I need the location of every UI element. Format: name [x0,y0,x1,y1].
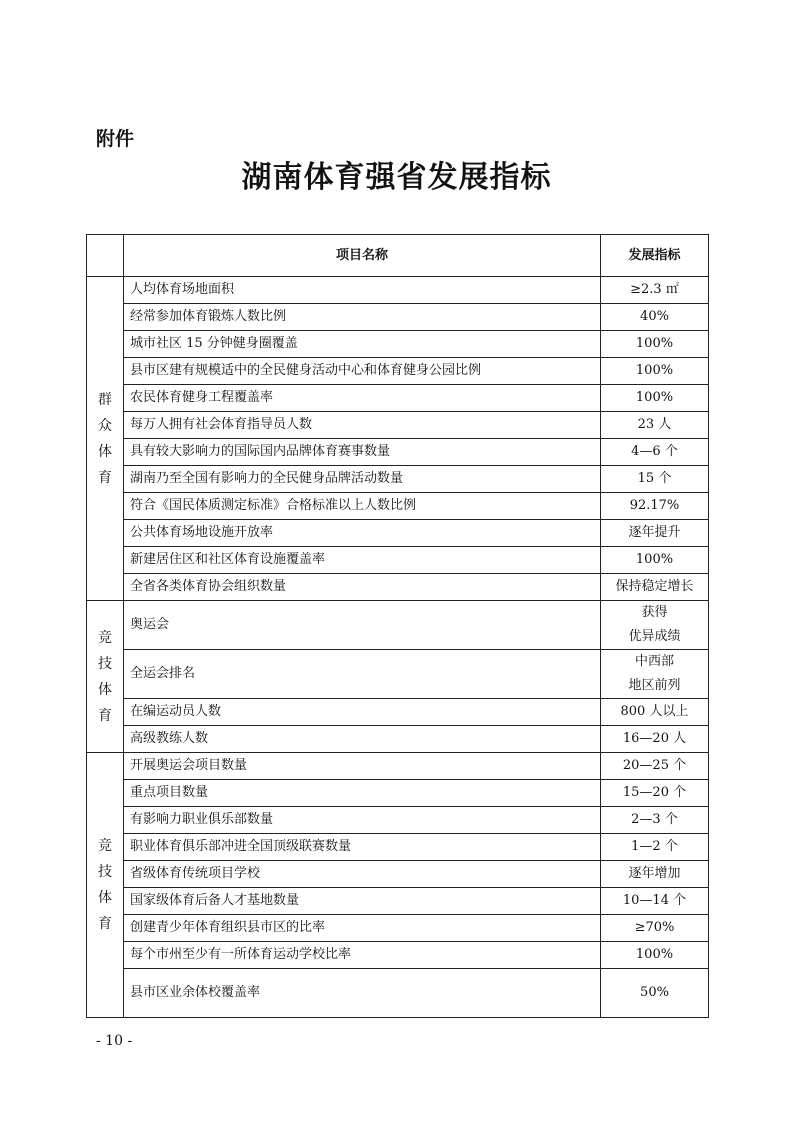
group-label-text: 竞 技 体 育 [98,838,112,932]
table-row [87,358,709,385]
table-row [87,861,709,888]
table-row [87,834,709,861]
table-row [87,493,709,520]
item-name: 高级教练人数 [124,726,601,753]
item-value: 20—25 个 [601,753,709,780]
group-label-text: 群 众 体 育 [98,391,112,486]
item-name: 公共体育场地设施开放率 [124,520,601,547]
item-name: 每个市州至少有一所体育运动学校比率 [124,942,601,969]
attachment-label: 附件 [96,128,135,150]
group-label-competitive-sports [87,601,124,753]
item-value-line: 中西部 [634,654,674,669]
table-row [87,412,709,439]
item-name: 具有较大影响力的国际国内品牌体育赛事数量 [124,439,601,466]
header-blank-cell [87,235,124,277]
item-value: 50% [601,969,709,1018]
item-name: 县市区业余体校覆盖率 [124,969,601,1018]
item-value: 100% [601,331,709,358]
item-value: ≥2.3 ㎡ [601,277,709,304]
table-row [87,915,709,942]
item-name: 全省各类体育协会组织数量 [124,574,601,601]
table-row [87,942,709,969]
item-value: 15—20 个 [601,780,709,807]
item-name: 农民体育健身工程覆盖率 [124,385,601,412]
item-value-line: 获得 [641,605,668,620]
item-name: 城市社区 15 分钟健身圈覆盖 [124,331,601,358]
item-name: 符合《国民体质测定标准》合格标准以上人数比例 [124,493,601,520]
table-row [87,753,709,780]
item-name: 创建青少年体育组织县市区的比率 [124,915,601,942]
table-row [87,650,709,699]
group-label-competitive-sports-2 [87,753,124,1018]
table-row [87,574,709,601]
table-row [87,304,709,331]
table-row [87,780,709,807]
item-name: 人均体育场地面积 [124,277,601,304]
table-row [87,726,709,753]
item-name: 开展奥运会项目数量 [124,753,601,780]
item-value-line: 优异成绩 [628,629,681,644]
table-row [87,520,709,547]
item-name: 新建居住区和社区体育设施覆盖率 [124,547,601,574]
item-name: 在编运动员人数 [124,699,601,726]
item-name: 重点项目数量 [124,780,601,807]
item-value: 2—3 个 [601,807,709,834]
item-value [601,601,709,650]
table-row [87,807,709,834]
indicators-table [86,234,709,1018]
item-value: 1—2 个 [601,834,709,861]
document-title: 湖南体育强省发展指标 [241,160,552,195]
item-value: 100% [601,547,709,574]
item-value: 40% [601,304,709,331]
item-value: ≥70% [601,915,709,942]
item-value: 800 人以上 [601,699,709,726]
page-number: - 10 - [96,1033,133,1049]
item-value: 23 人 [601,412,709,439]
item-name: 经常参加体育锻炼人数比例 [124,304,601,331]
table-row [87,699,709,726]
table-row [87,888,709,915]
item-name: 省级体育传统项目学校 [124,861,601,888]
table-row [87,331,709,358]
item-value: 100% [601,942,709,969]
table-row [87,466,709,493]
table-header-row [87,235,709,277]
item-value [601,650,709,699]
header-indicator: 发展指标 [601,235,709,277]
item-value: 保持稳定增长 [601,574,709,601]
item-value: 100% [601,385,709,412]
table-row [87,439,709,466]
table-row [87,547,709,574]
item-value: 100% [601,358,709,385]
item-name: 国家级体育后备人才基地数量 [124,888,601,915]
group-label-mass-sports [87,277,124,601]
item-name: 县市区建有规模适中的全民健身活动中心和体育健身公园比例 [124,358,601,385]
item-value: 10—14 个 [601,888,709,915]
group-label-text: 竞 技 体 育 [98,629,112,724]
table-row [87,969,709,1018]
item-value: 逐年增加 [601,861,709,888]
item-name: 每万人拥有社会体育指导员人数 [124,412,601,439]
item-name: 有影响力职业俱乐部数量 [124,807,601,834]
item-value: 4—6 个 [601,439,709,466]
table-row [87,277,709,304]
item-value: 15 个 [601,466,709,493]
item-name: 全运会排名 [124,650,601,699]
item-name: 奥运会 [124,601,601,650]
header-item-name: 项目名称 [124,235,601,277]
item-value-line: 地区前列 [628,678,681,693]
item-value: 92.17% [601,493,709,520]
table-row [87,601,709,650]
item-value: 逐年提升 [601,520,709,547]
item-name: 职业体育俱乐部冲进全国顶级联赛数量 [124,834,601,861]
item-name: 湖南乃至全国有影响力的全民健身品牌活动数量 [124,466,601,493]
table-row [87,385,709,412]
item-value: 16—20 人 [601,726,709,753]
